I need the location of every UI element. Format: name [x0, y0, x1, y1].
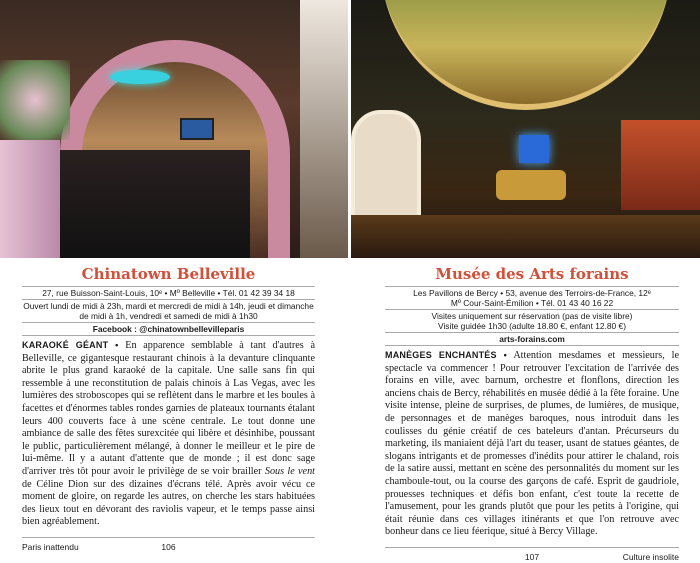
- right-page: [385, 262, 679, 563]
- description-text: En apparence semblable à tant d'autres à Belleville, ce gigantesque restaurant chinois à la devanture clinquante abrite le plus grand karaoké de la capitale. Une salle sans fin qui ressemble à une reconstitution de palais chinois à Las Vegas, avec les lumières des stroboscopes qui se reflètent dans le marbre et les boules à facettes et d'énormes tables rondes garnies de plateaux tournants étalant leurs 400 couverts face à une scène centrale. Le tout donne une ambiance de salle des fêtes surexcitée qui libère et désinhibe, poussant le public, particulièrement mélangé, à donner le meilleur et le pire de lui-même. Il y a autant d'attente que de monde ; il est donc sage d'arriver très tôt pour avoir le privilège de se voir brailler: [22, 340, 315, 477]
- left-page: [22, 262, 315, 553]
- venue-visits-block: [385, 309, 679, 332]
- section-keyword: MANÈGES ENCHANTÉS •: [385, 350, 508, 360]
- carousel-museum-photo: [351, 0, 700, 258]
- description-text: de Céline Dion sur des dizaines d'écrans télé. Après avoir vécu ce moment de gloire, on regarde les autres, on cherche les stars habituées des lieux tout en dévorant des raviolis vapeur, et le temps passe ainsi bien agréablement.: [22, 478, 315, 528]
- description-text: Attention mesdames et messieurs, le spectacle va commencer ! Pour retrouver l'excitation de l'arrivée des forains en ville, avec barnum, orchestre et flonflons, direction les anciens chais de Bercy, réhabilités en musée dédié à la fête foraine. Une visite intense, pleine de surprises, de plumes, de lumières, de musique, de personnages et de manèges baroques, nous introduit dans les coulisses du génie créatif de ces bateleurs d'antan. Précurseurs du marketing, ils maniaient déjà l'art du teaser, usant de statues géantes, de slogans intrigants et de promesses d'inédits pour attirer le chaland, rois de la satire aussi, mettant en scène des personnalités du moment sur les chamboule-tout, ou la course des garçons de café. Esprit de gaudriole, prouesses techniques et défis bon enfant, c'est toute la recette de l'amusement, pour les grands plutôt que pour les petits à l'origine, qui était réunie dans ces villages itinérants et que l'on retrouve avec bonheur dans ce lieu féerique, situé à Bercy Village.: [385, 350, 679, 538]
- venue-hours: Ouvert lundi de midi à 23h, mardi et mercredi de midi à 14h, jeudi et dimanche de midi à 1h, vendredi et samedi de midi à 1h30: [23, 301, 314, 321]
- venue-address: 27, rue Buisson-Saint-Louis, 10ᵉ • Mº Belleville • Tél. 01 42 39 34 18: [22, 286, 315, 299]
- footer-title: Culture insolite: [622, 551, 679, 562]
- page-number: 107: [524, 551, 540, 562]
- right-footer: [385, 547, 679, 563]
- left-footer: [22, 537, 315, 553]
- footer-title: Paris inattendu: [22, 541, 79, 552]
- venue-address: Les Pavillons de Bercy • 53, avenue des Terroirs-de-France, 12ᵉ: [413, 288, 651, 298]
- venue-metro: Mº Cour-Saint-Émilion • Tél. 01 43 40 16 22: [450, 298, 614, 308]
- venue-title: Musée des Arts forains: [435, 265, 629, 283]
- venue-address-block: [385, 286, 679, 309]
- venue-title: Chinatown Belleville: [81, 265, 256, 283]
- section-keyword: KARAOKÉ GÉANT •: [22, 340, 119, 350]
- venue-website: arts-forains.com: [385, 332, 679, 346]
- venue-social: Facebook : @chinatownbellevilleparis: [22, 322, 315, 336]
- song-title: Sous le vent: [264, 465, 315, 477]
- venue-description: [385, 349, 679, 539]
- chinatown-restaurant-photo: [0, 0, 348, 258]
- venue-description: [22, 339, 315, 529]
- venue-prices: Visite guidée 1h30 (adulte 18.80 €, enfant 12.80 €): [438, 321, 626, 331]
- venue-visits: Visites uniquement sur réservation (pas de visite libre): [431, 311, 633, 321]
- page-number: 106: [161, 541, 176, 552]
